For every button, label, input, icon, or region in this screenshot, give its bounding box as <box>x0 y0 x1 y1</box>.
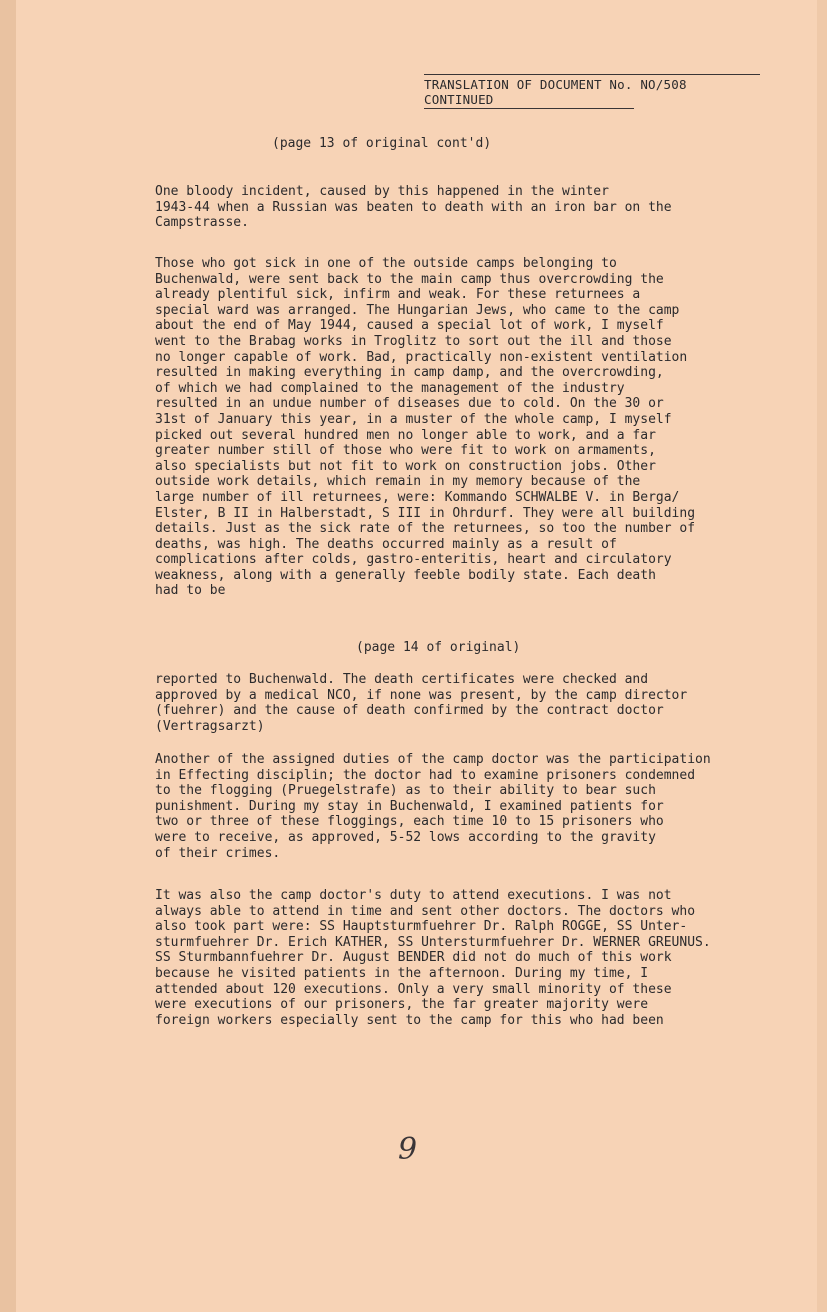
page-shadow-left <box>0 0 16 1312</box>
header-continued: CONTINUED <box>424 92 634 109</box>
paragraph-executions: It was also the camp doctor's duty to attend executions. I was not always able to attend in time and sent other doctors. The doctors who also took part were: SS Hauptsturmfuehrer Dr. Ralph ROGGE, SS Unter- sturmfuehrer Dr. Erich KATHER, SS Untersturmfuehrer Dr. WERNER GREUNUS. SS Sturmbannfuehrer Dr. August BENDER did not do much of this work because he visited patients in the afternoon. During my time, I attended about 120 executions. Only a very small minority of these were executions of our prisoners, the far greater majority were foreign workers especially sent to the camp for this who had been <box>155 888 711 1028</box>
paragraph-incident: One bloody incident, caused by this happened in the winter 1943-44 when a Russian was beaten to death with an iron bar on the Campstrasse. <box>155 184 672 231</box>
page-shadow-right <box>817 0 827 1312</box>
page-note-14: (page 14 of original) <box>356 640 521 655</box>
page-note-13: (page 13 of original cont'd) <box>272 136 492 151</box>
paragraph-death-certificates: reported to Buchenwald. The death certificates were checked and approved by a medical NCO, if none was present, by the camp director (fuehrer) and the cause of death confirmed by the contract doctor (Vertragsarzt) <box>155 672 688 734</box>
paragraph-discipline: Another of the assigned duties of the camp doctor was the participation in Effecting disciplin; the doctor had to examine prisoners condemned to the flogging (Pruegelstrafe) as to their ability to bear such punishment. During my stay in Buchenwald, I examined patients for two or three of these floggings, each time 10 to 15 prisoners who were to receive, as approved, 5-52 lows according to the gravity of their crimes. <box>155 752 711 861</box>
document-header <box>424 74 760 109</box>
page-number: 9 <box>398 1132 418 1167</box>
paragraph-returnees: Those who got sick in one of the outside camps belonging to Buchenwald, were sent back to the main camp thus overcrowding the already plentiful sick, infirm and weak. For these returnees a special ward was arranged. The Hungarian Jews, who came to the camp about the end of May 1944, caused a special lot of work, I myself went to the Brabag works in Troglitz to sort out the ill and those no longer capable of work. Bad, practically non-existent ventilation resulted in making everything in camp damp, and the overcrowding, of which we had complained to the management of the industry resulted in an undue number of diseases due to cold. On the 30 or 31st of January this year, in a muster of the whole camp, I myself picked out several hundred men no longer able to work, and a far greater number still of those who were fit to work on armaments, also specialists but not fit to work on construction jobs. Other outside work details, which remain in my memory because of the large number of ill returnees, were: Kommando SCHWALBE V. in Berga/ Elster, B II in Halberstadt, S III in Ohrdurf. They were all building details. Just as the sick rate of the returnees, so too the number of deaths, was high. The deaths occurred mainly as a result of complications after colds, gastro-enteritis, heart and circulatory weakness, along with a generally feeble bodily state. Each death had to be <box>155 256 696 599</box>
header-title: TRANSLATION OF DOCUMENT No. NO/508 <box>424 77 687 92</box>
